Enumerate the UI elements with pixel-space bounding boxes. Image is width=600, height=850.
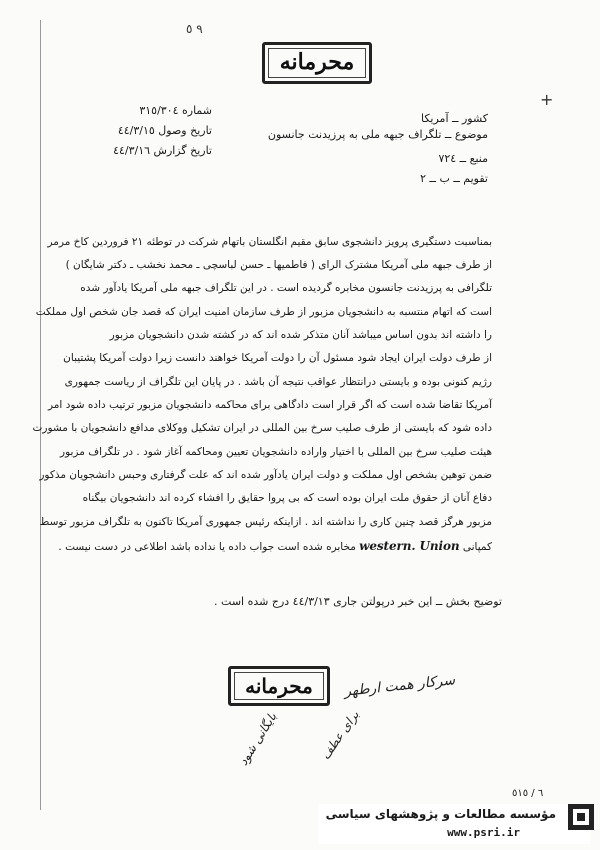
body-line-3: تلگرافی به پرزیدنت جانسون مخابره گردیده است . در این تلگراف جبهه ملی آمریکا یادآور شده bbox=[80, 282, 492, 294]
department-note: توضیح بخش ــ این خبر درپولتن جاری ٤٤/٣/١٣ درج شده است . bbox=[214, 595, 502, 608]
body-line-14-end: مخابره شده است جواب داده یا نداده باشد اطلاعی در دست نیست . bbox=[58, 541, 356, 553]
signature-1: سرکار همت ارطهر bbox=[343, 672, 456, 700]
header-report-date: تاریخ گزارش ٤٤/٣/١٦ bbox=[113, 144, 212, 157]
body-line-4: است که اتهام منتسبه به دانشجویان مزبور از طرف سازمان امنیت ایران که قصد جان شخص اول مملکت bbox=[35, 306, 492, 318]
confidential-stamp-bottom: محرمانه bbox=[228, 666, 330, 706]
institute-logo-icon bbox=[568, 804, 594, 830]
header-subject: موضوع ــ تلگراف جبهه ملی به پرزیدنت جانسون bbox=[267, 128, 488, 141]
top-marks: ٩ ٥ bbox=[186, 22, 203, 36]
header-number: شماره ٣١٥/٣٠٤ bbox=[139, 104, 212, 117]
western-union-text: western. Union bbox=[359, 539, 460, 553]
header-received: تاریخ وصول ٤٤/٣/١٥ bbox=[117, 124, 212, 137]
header-source: منبع ــ ٧٢٤ bbox=[438, 152, 488, 165]
body-line-14 bbox=[58, 539, 492, 553]
body-line-7: رژیم کنونی بوده و بایستی درانتظار عواقب نتیجه آن باشد . در پایان این تلگراف از ریاست جمهوری bbox=[64, 376, 492, 388]
body-line-5: را داشته اند بدون اساس میباشد آنان متذکر شده اند که در کشته شدن دانشجویان مزبور bbox=[109, 329, 492, 341]
body-company-word: کمپانی bbox=[462, 541, 492, 553]
body-line-11: ضمن توهین بشخص اول مملکت و دولت ایران یادآور شده اند که علت گرفتاری وحبس دانشجویان مذکور bbox=[39, 469, 492, 481]
body-line-9: داده شود که بایستی از طرف صلیب سرخ بین المللی در ایران تشکیل ووکلای مدافع دانشجویان با مشورت bbox=[32, 422, 492, 434]
header-evaluation: تقویم ــ ب ــ ٢ bbox=[420, 172, 488, 185]
cross-mark: + bbox=[540, 90, 554, 109]
page-number: ٦ / ٥١٥ bbox=[512, 788, 544, 799]
left-margin-line bbox=[40, 20, 41, 810]
footer-org-name: مؤسسه مطالعات و پژوهشهای سیاسی bbox=[325, 807, 556, 821]
footer-banner bbox=[318, 804, 590, 844]
signature-2: بایگانی شود bbox=[236, 710, 280, 768]
body-line-12: دفاع آنان از حقوق ملت ایران بوده است که بی پروا حقایق را افشاء کرده اند دانشجویان بیگناه bbox=[82, 492, 492, 504]
body-line-8: آمریکا تقاضا شده است که اگر قرار است دادگاهی برای محاکمه دانشجویان مزبور ترتیب داده شود امر bbox=[48, 399, 492, 411]
footer-url[interactable]: www.psri.ir bbox=[447, 826, 520, 839]
body-line-13: مزبور هرگز قصد چنین کاری را نداشته اند . ازاینکه رئیس جمهوری آمریکا تاکنون به تلگراف مزبور توسط bbox=[39, 516, 492, 528]
signature-3: برای عطف bbox=[318, 708, 362, 762]
header-country: کشور ــ آمریکا bbox=[421, 112, 488, 125]
body-line-2: از طرف جبهه ملی آمریکا مشترک الرای ( فاطمیها ـ حسن لباسچی ـ محمد نخشب ـ دکتر شایگان ) bbox=[65, 259, 492, 271]
confidential-stamp-top: محرمانه bbox=[262, 42, 372, 84]
body-line-1: بمناسبت دستگیری پرویز دانشجوی سابق مقیم انگلستان باتهام شرکت در توطئه ٢١ فروردین کاخ مرمر bbox=[47, 236, 492, 248]
body-line-10: هیئت صلیب سرخ بین المللی با اختیار واراده دانشجویان تعیین ومحاکمه آغاز شود . در تلگراف مزبور bbox=[60, 446, 492, 458]
body-line-6: از طرف دولت ایران ایجاد شود مسئول آن را دولت آمریکا خواهند دانست زیرا دولت آمریکا پشتیبان bbox=[63, 352, 492, 364]
